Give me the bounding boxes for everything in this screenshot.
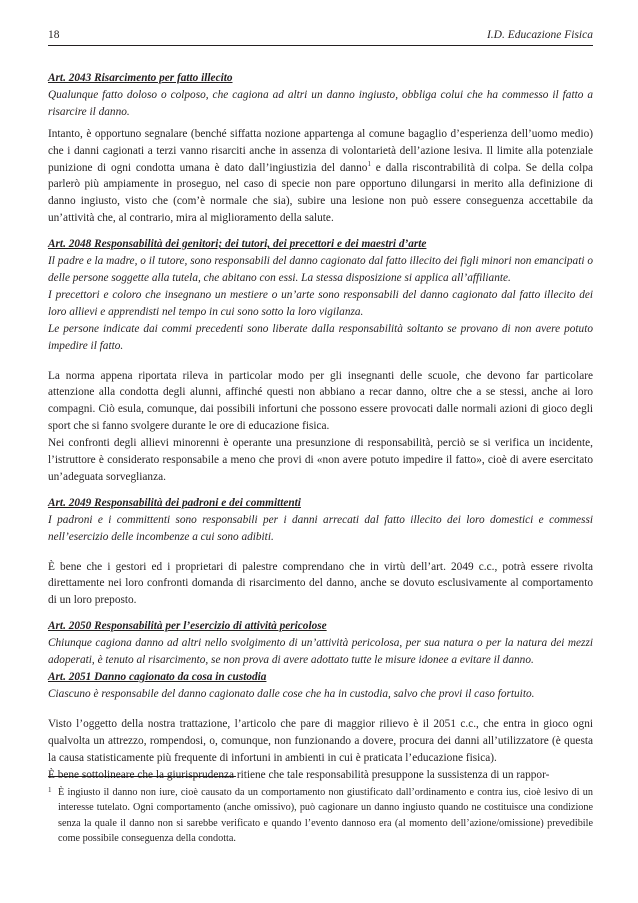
article-2048-title: Art. 2048 Responsabilità dei genitori; dei tutori, dei precettori e dei maestri d’arte [48,238,427,251]
article-2049-text: I padroni e i committenti sono responsabili per i danni arrecati dal fatto illecito dei loro domestici e commessi nell’esercizio delle incombenze a cui sono adibiti. [48,513,593,543]
paragraph-3: È bene che i gestori ed i proprietari di palestre comprendano che in virtù dell’art. 2049 c.c., potrà essere rivolta direttamente nei loro confronti domanda di risarcimento del danno, anche se dovuto esclusivamente al comportamento di un loro preposto. [48,560,593,607]
paragraph-4-text-1: Visto l’oggetto della nostra trattazione, l’articolo che pare di maggior rilievo è il 2051 c.c., che entra in gioco ogni qualvolta un attrezzo, rompendosi, o, comunque, non funzionando a dovere, procura dei danni all’utilizzatore (è questa la causa statisticamente più frequente di infortuni in ambienti in cui è praticata l’educazione fisica). [48,717,593,764]
article-2051-title: Art. 2051 Danno cagionato da cosa in custodia [48,671,267,683]
article-2051-text: Ciascuno è responsabile del danno cagionato dalle cose che ha in custodia, salvo che provi il caso fortuito. [48,687,535,700]
footnote-mark: 1 [48,786,52,794]
article-2048-text-1: Il padre e la madre, o il tutore, sono responsabili del danno cagionato dal fatto illecito dei figli minori non emancipati o delle persone soggette alla tutela, che abitano con essi. La stessa disposizione si applica all’affiliante. [48,255,593,284]
article-2050-text: Chiunque cagiona danno ad altri nello svolgimento di un’attività pericolosa, per sua natura o per la natura dei mezzi adoperati, è tenuto al risarcimento, se non prova di avere adottato tutte le misure idonee a evitare il danno. [48,637,593,667]
article-2048-text-3: Le persone indicate dai commi precedenti sono liberate dalla responsabilità soltanto se provano di non avere potuto impedire il fatto. [48,322,593,352]
article-2043-title: Art. 2043 Risarcimento per fatto illecito [48,72,233,84]
paragraph-1-text-b: e dalla riscontrabilità di colpa. Se della colpa parlerò più ampiamente in proseguo, nel caso di specie non pare opportuno dilungarsi in merito alla definizione di danno ingiusto, visto che (com’è normale che sia), subire una lesione non può essere conseguenza accettabile da un’attività che, al contrario, mira al miglioramento della salute. [48,161,593,225]
footnote-rule [48,776,236,777]
footnote [48,785,593,847]
article-2048-text-2: I precettori e coloro che insegnano un mestiere o un’arte sono responsabili del danno cagionato dal fatto illecito dei loro allievi e apprendisti nel tempo in cui sono sotto la loro vigilanza. [48,288,593,318]
paragraph-4-text-2: È bene sottolineare che la giurisprudenza ritiene che tale responsabilità presuppone la sussistenza di un rappor- [48,768,550,781]
running-title: I.D. Educazione Fisica [486,29,593,41]
article-2049-title: Art. 2049 Responsabilità dei padroni e dei committenti [48,496,301,509]
footnote-text: È ingiusto il danno non iure, cioè causato da un comportamento non giustificato dall’ordinamento e contra ius, cioè lesivo di un interesse tutelato. Ogni comportamento (anche omissivo), può cagionare un danno ingiusto quando ne costituisce una condizione senza la quale il danno non si sarebbe verificato e quando l’evento dannoso era (al momento dell’azione/omissione) prevedibile come possibile conseguenza della condotta. [58,787,593,845]
page-number: 18 [48,29,60,41]
page-header [48,26,593,44]
main-content [48,70,593,783]
paragraph-1-text-a: Intanto, è opportuno segnalare (benché siffatta nozione appartenga al comune bagaglio d’esperienza dell’uomo medio) che i danni cagionati a terzi vanno risarciti anche in assenza di volontarietà dell’azione lesiva. Il limite alla potenziale punizione di ogni condotta umana è dato dall’ingiustizia del danno [48,127,593,174]
header-rule [48,45,593,46]
paragraph-2-text-1: La norma appena riportata rileva in particolar modo per gli insegnanti delle scuole, che devono far particolare attenzione alla condotta degli alunni, affinché questi non abbiano a recar danno, oltre che a se stessi, anche ai loro compagni. Ciò esula, comunque, dai possibili infortuni che possono essere provocati dalle normali azioni di gioco degli sport che si fanno svolgere durante le ore di educazione fisica. [48,369,593,433]
footnote-reference: 1 [367,159,371,168]
paragraph-2-text-2: Nei confronti degli allievi minorenni è operante una presunzione di responsabilità, perciò se si verifica un incidente, l’istruttore è considerato responsabile a meno che provi di «non avere potuto impedire il fatto», cioè di avere esercitato un’adeguata sorveglianza. [48,437,593,483]
paragraph-1 [48,126,593,227]
article-2043-text: Qualunque fatto doloso o colposo, che cagiona ad altri un danno ingiusto, obbliga colui che ha commesso il fatto a risarcire il danno. [48,88,593,118]
article-2050-title: Art. 2050 Responsabilità per l’esercizio di attività pericolose [48,620,327,633]
